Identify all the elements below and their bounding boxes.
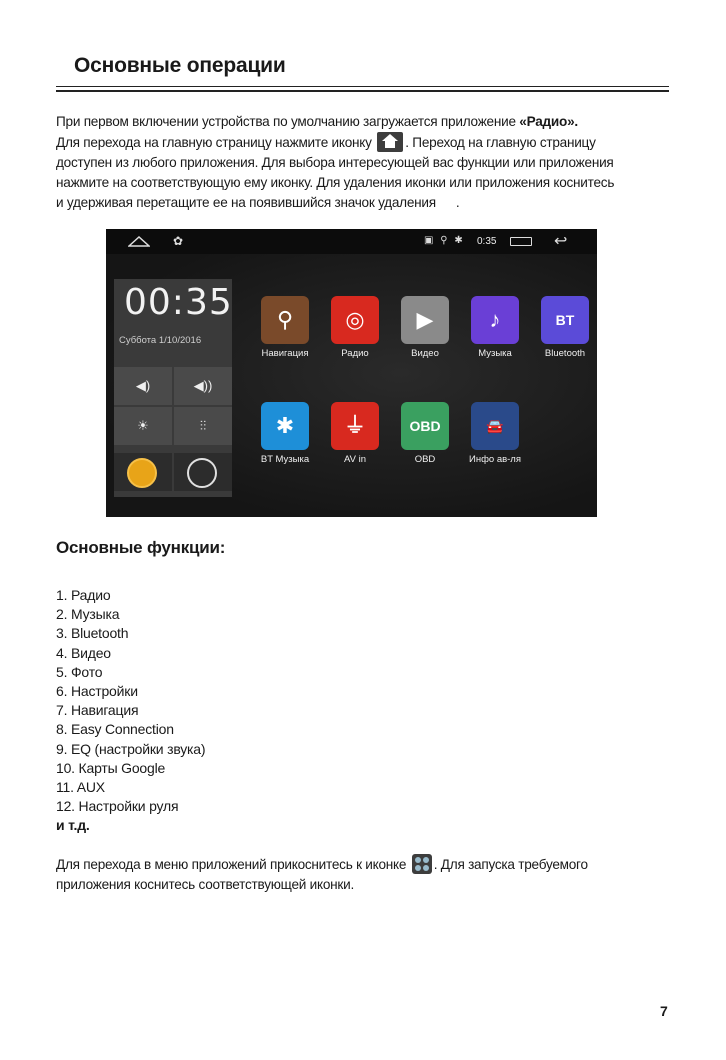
list-item: 12. Настройки руля xyxy=(56,798,179,815)
list-etc: и т.д. xyxy=(56,817,90,834)
app-top-1[interactable] xyxy=(319,296,391,359)
brightness-icon: ☀ xyxy=(114,407,172,445)
app-label: BT Музыка xyxy=(260,454,310,465)
app-label: Музыка xyxy=(478,348,512,359)
status-time: 0:35 xyxy=(477,236,497,247)
app-top-4[interactable] xyxy=(529,296,597,359)
device-screenshot xyxy=(106,229,597,517)
app-icon xyxy=(331,296,379,344)
back-icon: ↩ xyxy=(554,233,568,250)
app-bottom-3[interactable] xyxy=(459,402,531,465)
title-rule xyxy=(56,86,669,87)
app-icon xyxy=(471,402,519,450)
list-item: 10. Карты Google xyxy=(56,759,166,776)
home-icon xyxy=(377,132,403,152)
app-glyph-icon: 🚘 xyxy=(486,418,504,434)
app-icon xyxy=(401,402,449,450)
status-bar xyxy=(106,229,597,254)
equalizer-icon: ⫶⫶ xyxy=(174,407,232,445)
app-icon xyxy=(331,402,379,450)
recent-apps-icon xyxy=(510,237,532,246)
app-glyph-icon: ▶ xyxy=(416,307,434,332)
app-glyph-icon: ⚲ xyxy=(276,307,294,332)
app-bottom-0[interactable] xyxy=(249,402,321,465)
volume-up-icon: ◀)) xyxy=(174,367,232,405)
intro-line4: нажмите на соответствующую ему иконку. Для удаления иконки или приложения коснитесь xyxy=(56,175,615,190)
app-top-0[interactable] xyxy=(249,296,321,359)
intro-line2b: . Переход на главную страницу xyxy=(405,135,596,150)
settings-icon: ✿ xyxy=(173,234,184,248)
intro-line2a: Для перехода на главную страницу нажмите иконку xyxy=(56,135,376,150)
car-icon xyxy=(127,458,157,488)
list-item: 4. Видео xyxy=(56,644,111,661)
intro-paragraph xyxy=(56,112,676,213)
functions-heading: Основные функции: xyxy=(56,538,226,557)
list-item: 5. Фото xyxy=(56,663,103,680)
app-top-2[interactable] xyxy=(389,296,461,359)
home-outline-icon xyxy=(128,236,150,247)
status-icons: ▣ ⚲ ✱ xyxy=(424,235,465,246)
intro-line5a: и удерживая перетащите ее на появившийся значок удаления xyxy=(56,195,436,210)
app-glyph-icon: OBD xyxy=(409,418,441,434)
app-bottom-1[interactable] xyxy=(319,402,391,465)
app-icon xyxy=(541,296,589,344)
list-item: 8. Easy Connection xyxy=(56,721,174,738)
outro-line1a: Для перехода в меню приложений прикоснитесь к иконке xyxy=(56,857,410,872)
app-label: AV in xyxy=(343,454,366,465)
apps-menu-button xyxy=(174,453,232,491)
clock-date: Суббота 1/10/2016 xyxy=(119,335,202,346)
title-rule-thick xyxy=(56,90,669,92)
app-glyph-icon: ◎ xyxy=(345,307,365,332)
app-glyph-icon: ⏚ xyxy=(343,413,366,438)
functions-list xyxy=(56,586,205,836)
app-glyph-icon: BT xyxy=(555,312,575,328)
page-number: 7 xyxy=(660,1003,668,1019)
app-label: Навигация xyxy=(261,348,309,359)
app-icon xyxy=(471,296,519,344)
list-item: 7. Навигация xyxy=(56,702,139,719)
app-glyph-icon: ✱ xyxy=(275,413,295,438)
list-item: 6. Настройки xyxy=(56,683,138,700)
intro-line3: доступен из любого приложения. Для выбора интересующей вас функции или приложения xyxy=(56,155,614,170)
outro-line1b: . Для запуска требуемого xyxy=(433,857,588,872)
clock-time: 00:35 xyxy=(124,282,233,323)
list-item: 2. Музыка xyxy=(56,606,120,623)
app-label: Видео xyxy=(411,348,439,359)
app-icon xyxy=(261,402,309,450)
volume-down-icon: ◀) xyxy=(114,367,172,405)
apps-grid-icon xyxy=(187,458,217,488)
car-mode-button xyxy=(114,453,172,491)
radio-app-name: «Радио». xyxy=(519,114,578,129)
app-label: Инфо ав-ля xyxy=(469,454,521,465)
outro-line2: приложения коснитесь соответствующей иконки. xyxy=(56,877,354,892)
outro-paragraph xyxy=(56,854,676,895)
intro-line5b: . xyxy=(455,195,460,210)
list-item: 9. EQ (настройки звука) xyxy=(56,740,206,757)
list-item: 1. Радио xyxy=(56,587,111,603)
app-top-3[interactable] xyxy=(459,296,531,359)
app-label: OBD xyxy=(414,454,436,465)
list-item: 11. AUX xyxy=(56,779,105,796)
app-icon xyxy=(261,296,309,344)
page-title: Основные операции xyxy=(74,54,286,77)
app-icon xyxy=(401,296,449,344)
app-label: Bluetooth xyxy=(544,348,586,359)
app-label: Радио xyxy=(341,348,369,359)
list-item: 3. Bluetooth xyxy=(56,625,129,642)
apps-menu-icon xyxy=(412,854,432,874)
clock-widget xyxy=(114,279,232,497)
app-bottom-2[interactable] xyxy=(389,402,461,465)
intro-line1: При первом включении устройства по умолчанию загружается приложение xyxy=(56,114,520,129)
app-glyph-icon: ♪ xyxy=(489,307,501,332)
